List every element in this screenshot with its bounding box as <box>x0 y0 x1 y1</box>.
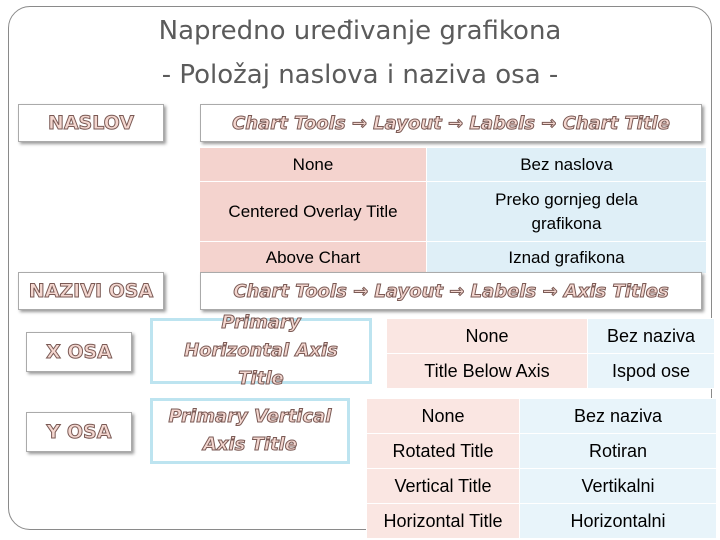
table-cell-en: Centered Overlay Title <box>200 182 427 242</box>
y-osa-label: Y OSA <box>26 412 132 452</box>
primary-vertical-axis-title-box: Primary Vertical Axis Title <box>150 398 350 464</box>
table-cell-sr: Rotiran <box>520 434 717 469</box>
table-cell-en: None <box>200 148 427 182</box>
primary-horizontal-axis-title-box: Primary Horizontal Axis Title <box>150 318 372 384</box>
nazivi-osa-label: NAZIVI OSA <box>18 272 164 310</box>
table-row <box>367 399 717 434</box>
axis-titles-path: Chart Tools → Layout → Labels → Axis Titles <box>200 272 702 310</box>
table-row <box>387 319 715 354</box>
y-axis-options-table <box>366 398 717 539</box>
table-cell-en: Title Below Axis <box>387 354 588 389</box>
table-row <box>367 469 717 504</box>
naslov-label: NASLOV <box>18 104 164 142</box>
table-cell-en: None <box>387 319 588 354</box>
table-cell-sr: Horizontalni <box>520 504 717 539</box>
table-cell-sr: Ispod ose <box>588 354 715 389</box>
slide-title-line1: Napredno uređivanje grafikona <box>158 16 562 46</box>
table-cell-en: Horizontal Title <box>367 504 520 539</box>
x-axis-options-table <box>386 318 715 389</box>
table-row <box>387 354 715 389</box>
table-row <box>200 148 707 182</box>
table-row <box>367 434 717 469</box>
table-cell-sr: Iznad grafikona <box>427 242 707 274</box>
table-cell-sr: Preko gornjeg dela grafikona <box>427 182 707 242</box>
table-row <box>200 182 707 242</box>
table-cell-en: None <box>367 399 520 434</box>
table-cell-en: Above Chart <box>200 242 427 274</box>
table-cell-sr: Bez naziva <box>520 399 717 434</box>
table-row <box>367 504 717 539</box>
chart-title-options-table <box>199 147 707 274</box>
table-cell-sr: Vertikalni <box>520 469 717 504</box>
table-row <box>200 242 707 274</box>
x-osa-label: X OSA <box>26 332 132 372</box>
chart-title-path: Chart Tools → Layout → Labels → Chart Title <box>200 104 702 142</box>
slide-title-line2: - Položaj naslova i naziva osa - <box>161 60 559 90</box>
table-cell-sr: Bez naslova <box>427 148 707 182</box>
table-cell-en: Rotated Title <box>367 434 520 469</box>
table-cell-sr: Bez naziva <box>588 319 715 354</box>
table-cell-en: Vertical Title <box>367 469 520 504</box>
